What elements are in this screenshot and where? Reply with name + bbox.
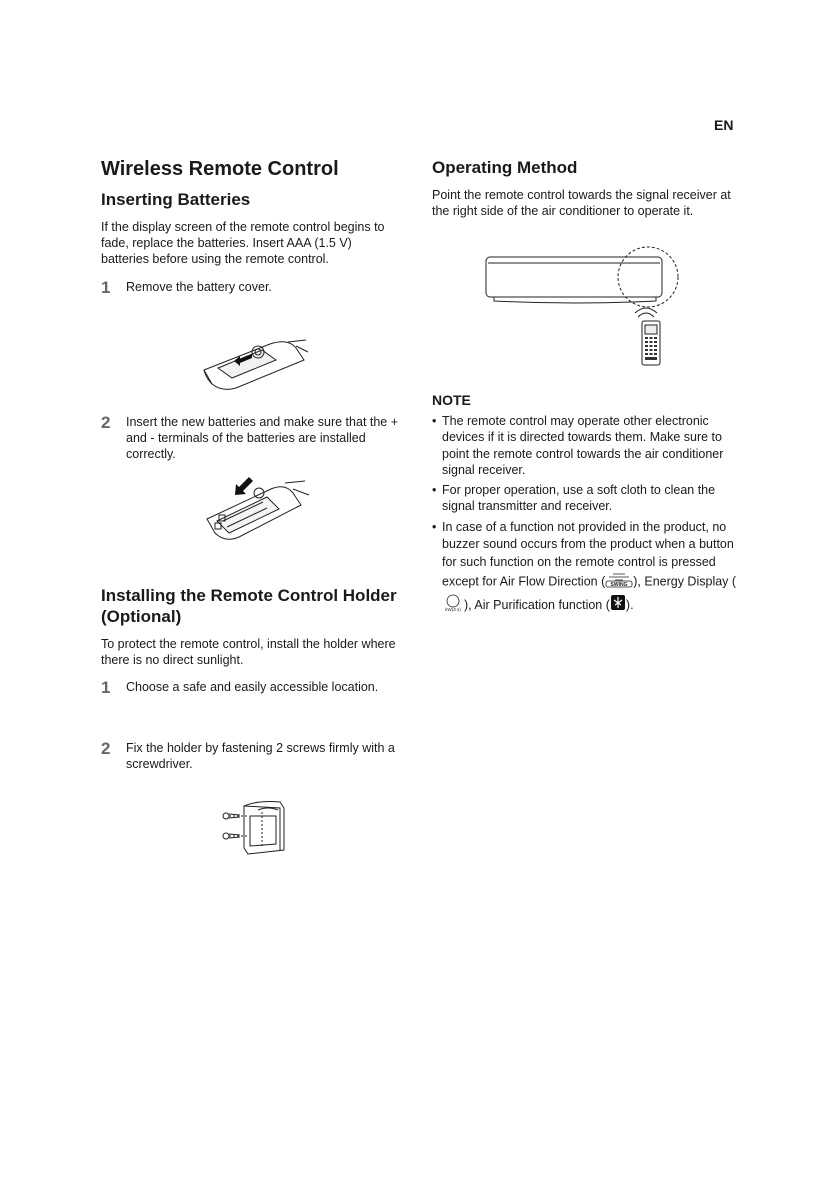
insert-batteries-illustration bbox=[205, 475, 310, 547]
holder-heading: Installing the Remote Control Holder (Optional) bbox=[101, 586, 397, 626]
right-column bbox=[432, 157, 737, 219]
step-text: Fix the holder by fastening 2 screws firmly with a screwdriver. bbox=[126, 741, 395, 771]
operating-heading: Operating Method bbox=[432, 158, 578, 177]
holder-section bbox=[101, 585, 401, 695]
note-list bbox=[432, 413, 737, 617]
batteries-intro: If the display screen of the remote control begins to fade, replace the batteries. Insert AAA (1.5 V) batteries before using the remote control. bbox=[101, 220, 385, 266]
note-heading: NOTE bbox=[432, 392, 471, 408]
left-column bbox=[101, 157, 401, 295]
note-section bbox=[432, 391, 737, 621]
swing-icon bbox=[605, 571, 633, 594]
holder-step-2 bbox=[101, 740, 401, 772]
battery-step-2-wrap bbox=[101, 414, 401, 462]
batteries-heading: Inserting Batteries bbox=[101, 190, 251, 209]
language-code: EN bbox=[714, 117, 734, 133]
step-number: 2 bbox=[101, 739, 111, 758]
step-text: Choose a safe and easily accessible location. bbox=[126, 680, 379, 694]
note-item-1: • The remote control may operate other electronic devices if it is directed towards them. Make sure to point the remote control towards the air conditioner signal receiver. bbox=[432, 413, 737, 478]
step-number: 1 bbox=[101, 278, 111, 297]
battery-step-2 bbox=[101, 414, 401, 462]
holder-illustration bbox=[218, 800, 290, 856]
holder-intro: To protect the remote control, install the holder where there is no direct sunlight. bbox=[101, 637, 396, 667]
operating-illustration bbox=[484, 243, 684, 368]
swing-icon-label: SWING bbox=[610, 582, 628, 589]
operating-intro: Point the remote control towards the signal receiver at the right side of the air conditioner to operate it. bbox=[432, 188, 731, 218]
step-number: 2 bbox=[101, 413, 111, 432]
step-number: 1 bbox=[101, 678, 111, 697]
remove-cover-illustration bbox=[200, 330, 310, 392]
holder-step-1 bbox=[101, 679, 401, 695]
note-item-3-part3: ), Air Purification function ( bbox=[464, 597, 610, 612]
note-item-3-part1: In case of a function not provided in the product, no buzzer sound occurs from the product when a button for such function on the remote control is pressed except for Air Flow Direction ( bbox=[442, 519, 734, 589]
note-item-3 bbox=[432, 519, 737, 618]
holder-step-2-wrap bbox=[101, 740, 401, 772]
step-text: Insert the new batteries and make sure that the + and - terminals of the batteries are installed correctly. bbox=[126, 415, 399, 461]
section-title: Wireless Remote Control bbox=[101, 158, 339, 180]
battery-step-1 bbox=[101, 279, 401, 295]
energy-icon-label: kW(3 s) bbox=[445, 606, 461, 612]
energy-display-icon bbox=[442, 594, 464, 618]
step-text: Remove the battery cover. bbox=[126, 280, 272, 294]
air-purification-icon bbox=[610, 594, 626, 617]
note-item-3-part4: ). bbox=[625, 597, 634, 612]
note-item-2: • For proper operation, use a soft cloth to clean the signal transmitter and receiver. bbox=[432, 482, 737, 515]
note-item-3-part2: ), Energy Display ( bbox=[633, 574, 737, 589]
